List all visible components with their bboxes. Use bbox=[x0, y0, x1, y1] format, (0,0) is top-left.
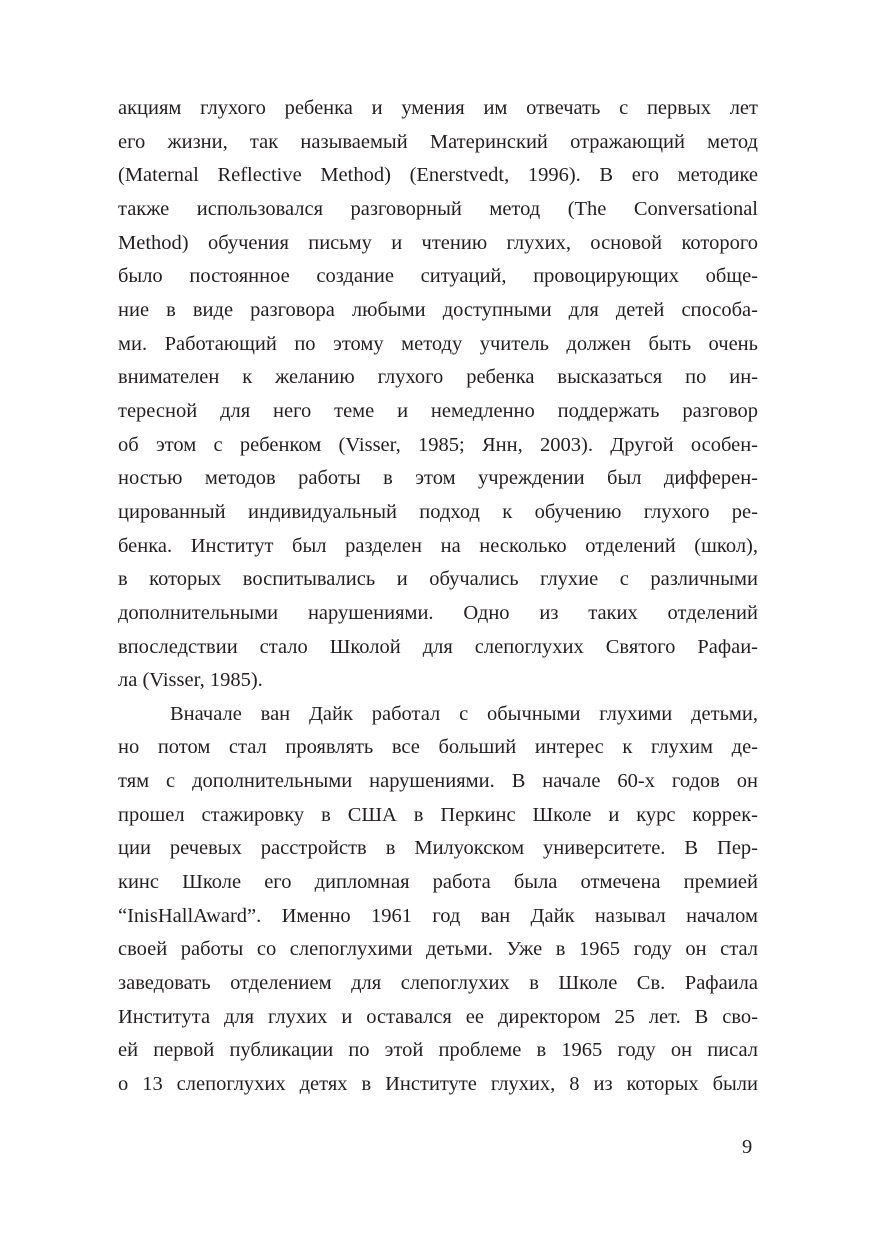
text-line: его жизни, так называемый Материнский отражающий метод bbox=[118, 130, 758, 153]
text-line: но потом стал проявлять все больший интерес к глухим де- bbox=[118, 736, 758, 759]
text-line: Вначале ван Дайк работал с обычными глухими детьми, bbox=[170, 702, 758, 725]
text-line: было постоянное создание ситуаций, провоцирующих обще- bbox=[118, 265, 758, 288]
text-line: (Maternal Reflective Method) (Enerstvedt, 1996). В его методике bbox=[118, 164, 758, 187]
paragraph bbox=[118, 92, 758, 698]
page-number: 9 bbox=[742, 1136, 753, 1158]
text-line: ми. Работающий по этому методу учитель должен быть очень bbox=[118, 332, 758, 355]
text-line: впоследствии стало Школой для слепоглухих Святого Рафаи- bbox=[118, 635, 758, 658]
text-line: Института для глухих и оставался ее директором 25 лет. В сво- bbox=[118, 1005, 758, 1028]
text-line: внимателен к желанию глухого ребенка высказаться по ин- bbox=[118, 366, 758, 389]
text-line: также использовался разговорный метод (The Conversational bbox=[118, 197, 758, 220]
text-line: ции речевых расстройств в Милуокском университете. В Пер- bbox=[118, 837, 758, 860]
text-line: Method) обучения письму и чтению глухих, основой которого bbox=[118, 231, 758, 254]
text-line: дополнительными нарушениями. Одно из таких отделений bbox=[118, 601, 758, 624]
text-line: прошел стажировку в США в Перкинс Школе и курс коррек- bbox=[118, 803, 758, 826]
text-line: ей первой публикации по этой проблеме в 1965 году он писал bbox=[118, 1039, 758, 1062]
text-line: бенка. Институт был разделен на несколько отделений (школ), bbox=[118, 534, 758, 557]
body-text bbox=[118, 92, 758, 1102]
text-line: акциям глухого ребенка и умения им отвечать с первых лет bbox=[118, 97, 758, 119]
text-line: “InisHallAward”. Именно 1961 год ван Дайк называл началом bbox=[118, 904, 758, 927]
text-line: своей работы со слепоглухими детьми. Уже в 1965 году он стал bbox=[118, 938, 758, 961]
text-line: тересной для него теме и немедленно поддержать разговор bbox=[118, 399, 758, 422]
paragraph bbox=[118, 698, 758, 1102]
text-line: заведовать отделением для слепоглухих в Школе Св. Рафаила bbox=[118, 972, 758, 995]
text-line: о 13 слепоглухих детях в Институте глухих, 8 из которых были bbox=[118, 1073, 758, 1096]
text-line: тям с дополнительными нарушениями. В начале 60-х годов он bbox=[118, 770, 758, 793]
text-line: ностью методов работы в этом учреждении был дифферен- bbox=[118, 467, 758, 490]
text-line: об этом с ребенком (Visser, 1985; Янн, 2003). Другой особен- bbox=[118, 433, 758, 456]
text-line: в которых воспитывались и обучались глухие с различными bbox=[118, 568, 758, 591]
text-line: кинс Школе его дипломная работа была отмечена премией bbox=[118, 871, 758, 894]
text-line: цированный индивидуальный подход к обучению глухого ре- bbox=[118, 500, 758, 523]
text-line: ла (Visser, 1985). bbox=[118, 669, 263, 692]
text-line: ние в виде разговора любыми доступными для детей способа- bbox=[118, 298, 758, 321]
